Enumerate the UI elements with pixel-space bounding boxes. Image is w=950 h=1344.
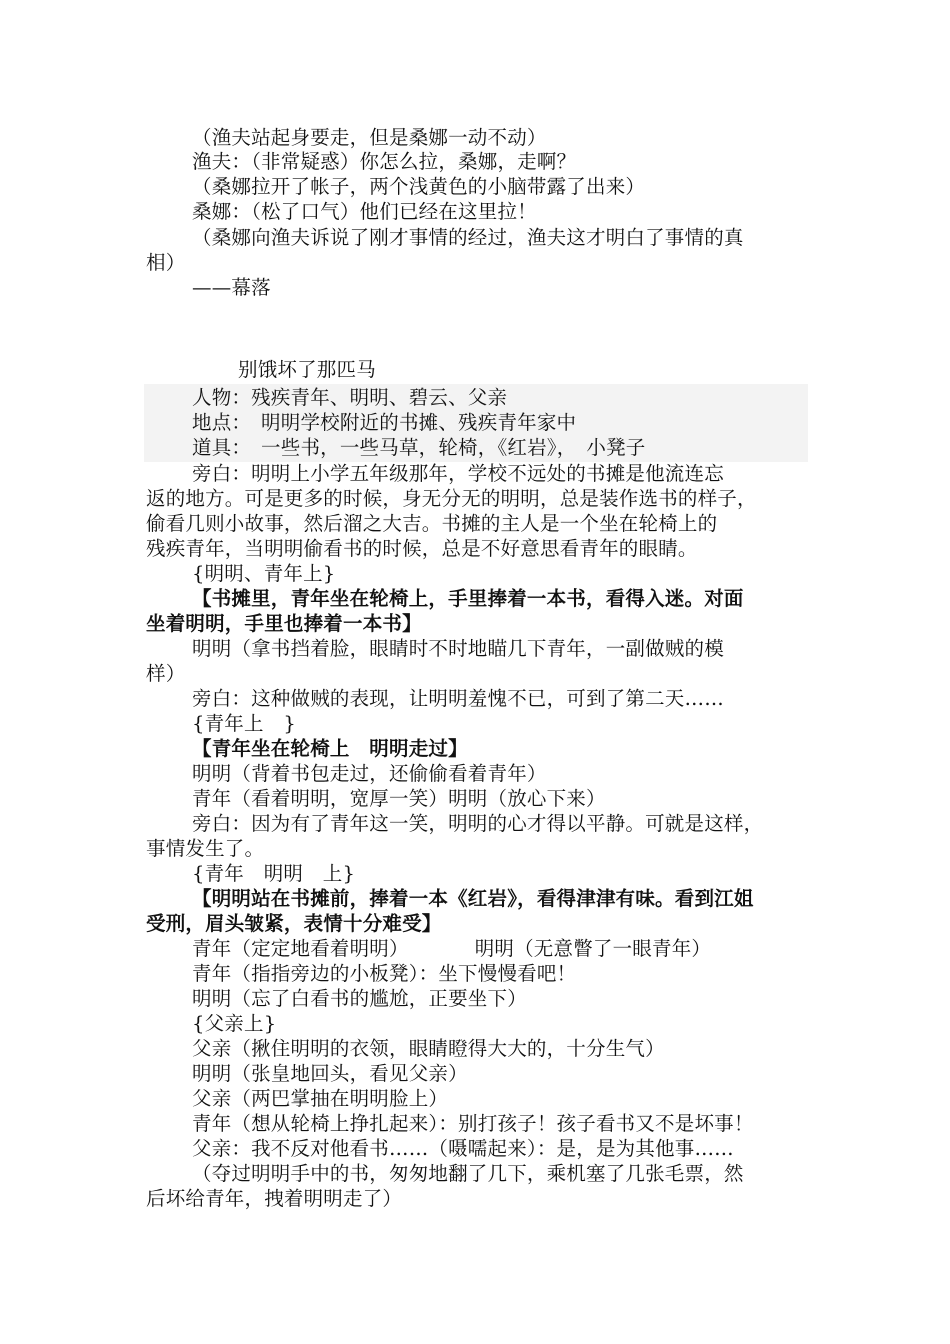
dialogue-mingming: 明明（无意瞥了一眼青年） — [474, 937, 712, 960]
location-line: 地点： 明明学校附近的书摊、残疾青年家中 — [192, 411, 577, 434]
characters-line: 人物：残疾青年、明明、碧云、父亲 — [192, 386, 508, 409]
stage-direction-line: （桑娜拉开了帐子，两个浅黄色的小脑带露了出来） — [192, 175, 646, 198]
dialogue-youth: 青年（定定地看着明明） — [192, 937, 409, 960]
dialogue-line: 青年（看着明明，宽厚一笑）明明（放心下来） — [192, 787, 606, 810]
dialogue-line — [192, 937, 832, 961]
entrance-line: {明明、青年上} — [192, 562, 336, 585]
dialogue-line: 父亲：我不反对他看书……（嗫嚅起来）：是，是为其他事…… — [192, 1137, 734, 1160]
entrance-line: {青年上 } — [192, 712, 297, 735]
stage-direction-line-cont: 相） — [146, 251, 186, 274]
dialogue-line: 渔夫：（非常疑惑）你怎么拉，桑娜，走啊？ — [192, 150, 577, 173]
dialogue-line: 青年（指指旁边的小板凳）：坐下慢慢看吧！ — [192, 962, 577, 985]
narration-line: 旁白：因为有了青年这一笑，明明的心才得以平静。可就是这样， — [192, 812, 764, 835]
stage-direction-line: 【书摊里，青年坐在轮椅上，手里捧着一本书，看得入迷。对面 — [192, 587, 744, 610]
narration-line-cont: 事情发生了。 — [146, 837, 265, 860]
dialogue-line: 明明（背着书包走过，还偷偷看着青年） — [192, 762, 547, 785]
dialogue-line: 桑娜：（松了口气）他们已经在这里拉！ — [192, 200, 537, 223]
stage-direction-line: 受刑，眉头皱紧，表情十分难受】 — [146, 912, 442, 935]
dialogue-line: 父亲（两巴掌抽在明明脸上） — [192, 1087, 449, 1110]
stage-direction-line: （桑娜向渔夫诉说了刚才事情的经过，渔夫这才明白了事情的真 — [192, 226, 744, 249]
stage-direction-line: 【青年坐在轮椅上 明明走过】 — [192, 737, 468, 760]
stage-direction-line: 坐着明明，手里也捧着一本书】 — [146, 612, 422, 635]
dialogue-line: 青年（想从轮椅上挣扎起来）：别打孩子！孩子看书又不是坏事！ — [192, 1112, 754, 1135]
dialogue-line: 明明（张皇地回头，看见父亲） — [192, 1062, 468, 1085]
stage-direction-line-cont: 后坏给青年，拽着明明走了） — [146, 1187, 403, 1210]
narration-line: 旁白：明明上小学五年级那年，学校不远处的书摊是他流连忘 — [192, 462, 724, 485]
stage-direction-line: （夺过明明手中的书，匆匆地翻了几下，乘机塞了几张毛票，然 — [192, 1162, 744, 1185]
entrance-line: {青年 明明 上} — [192, 862, 356, 885]
dialogue-line-cont: 样） — [146, 662, 186, 685]
entrance-line: {父亲上} — [192, 1012, 277, 1035]
play-title: 别饿坏了那匹马 — [238, 358, 376, 381]
narration-line: 偷看几则小故事，然后溜之大吉。书摊的主人是一个坐在轮椅上的 — [146, 512, 718, 535]
curtain-line: ——幕落 — [192, 276, 271, 299]
stage-direction-line: （渔夫站起身要走，但是桑娜一动不动） — [192, 126, 547, 149]
narration-line: 旁白：这种做贼的表现，让明明羞愧不已，可到了第二天…… — [192, 687, 724, 710]
narration-line: 残疾青年，当明明偷看书的时候，总是不好意思看青年的眼睛。 — [146, 537, 698, 560]
dialogue-line: 父亲（揪住明明的衣领，眼睛瞪得大大的，十分生气） — [192, 1037, 665, 1060]
dialogue-line: 明明（忘了白看书的尴尬，正要坐下） — [192, 987, 527, 1010]
stage-direction-line: 【明明站在书摊前，捧着一本《红岩》，看得津津有味。看到江姐 — [192, 887, 754, 910]
dialogue-line: 明明（拿书挡着脸，眼睛时不时地瞄几下青年，一副做贼的模 — [192, 637, 724, 660]
props-line: 道具： 一些书，一些马草，轮椅，《红岩》， 小凳子 — [192, 436, 646, 459]
narration-line: 返的地方。可是更多的时候，身无分无的明明，总是装作选书的样子， — [146, 487, 757, 510]
